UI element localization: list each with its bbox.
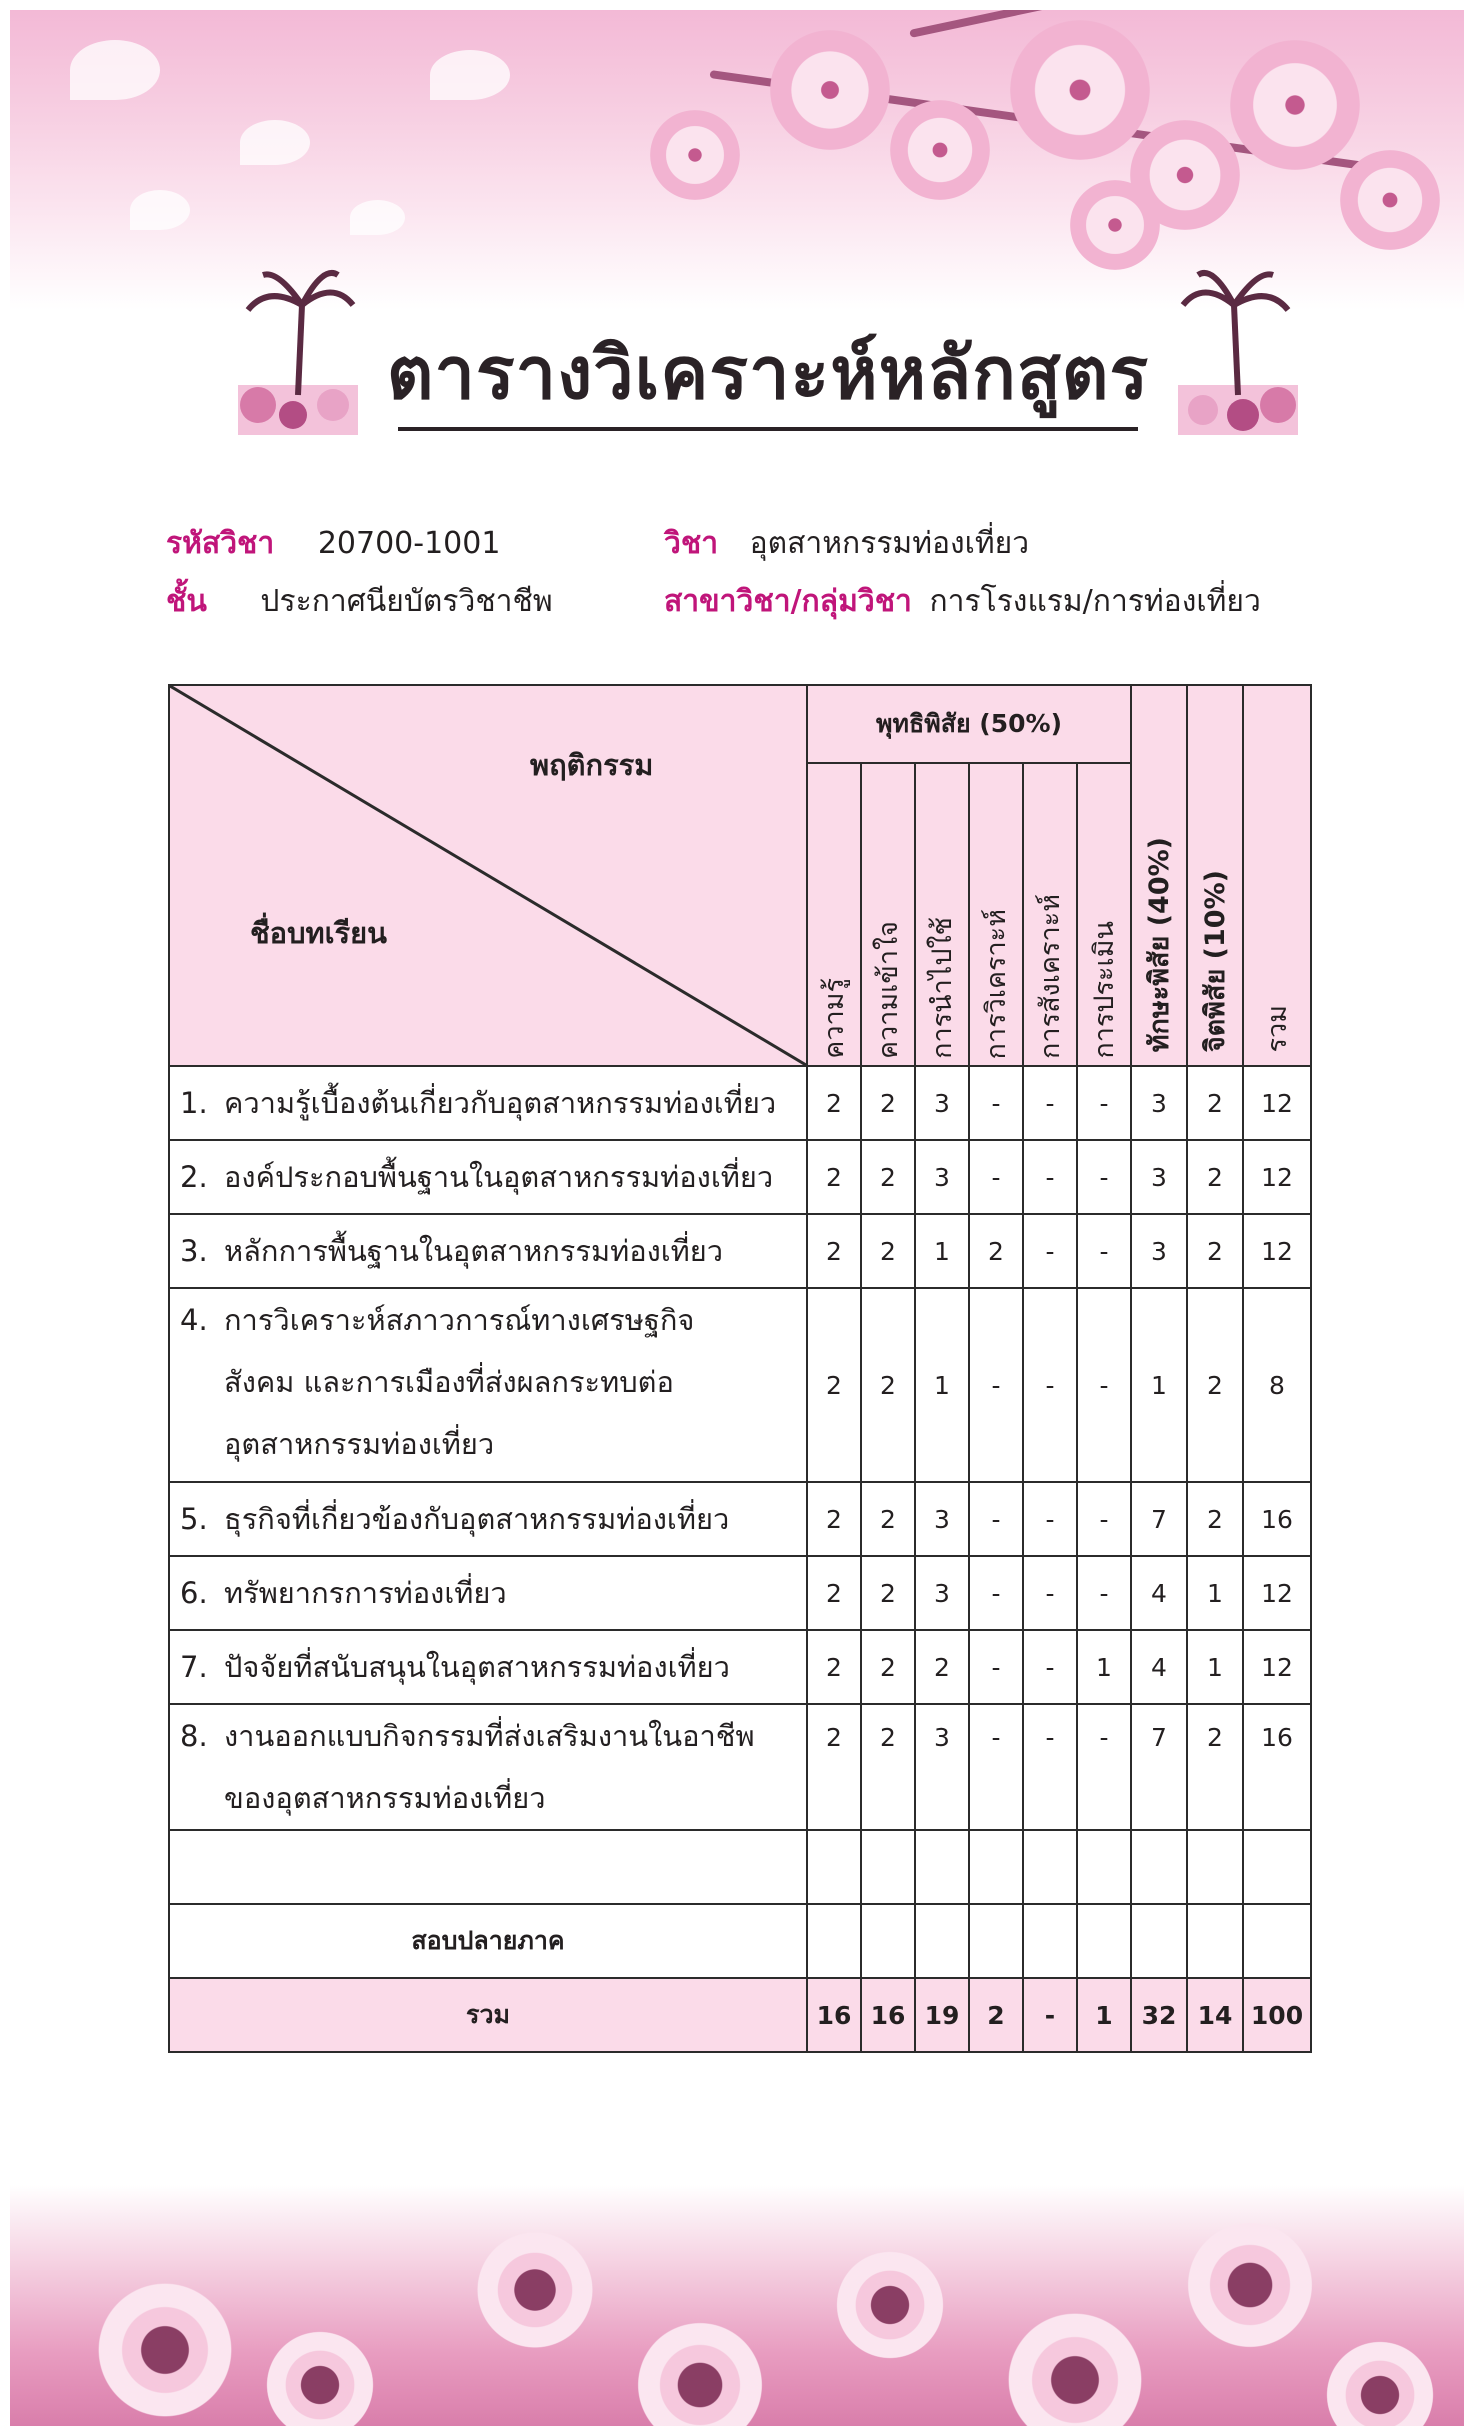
sunflower-icon xyxy=(1000,2305,1150,2426)
total-cell: 16 xyxy=(861,1978,915,2052)
score-cell: 1 xyxy=(1187,1556,1243,1630)
lesson-label: ชื่อบทเรียน xyxy=(250,916,387,950)
score-cell: 2 xyxy=(861,1556,915,1630)
score-cell: - xyxy=(1077,1140,1131,1214)
score-cell: 7 xyxy=(1131,1482,1187,1556)
level-label: ชั้น xyxy=(166,584,207,619)
score-cell: - xyxy=(1023,1288,1077,1482)
score-cell: 2 xyxy=(969,1214,1023,1288)
blossom-icon xyxy=(1010,20,1150,160)
score-cell: 3 xyxy=(915,1066,969,1140)
lesson-number: 3. xyxy=(180,1234,208,1268)
subject-field xyxy=(664,520,1029,567)
lesson-number: 8. xyxy=(180,1719,208,1753)
score-cell: 2 xyxy=(807,1288,861,1482)
cognitive-column-label: การประเมิน xyxy=(1088,921,1120,1059)
skill-label: ทักษะพิสัย (40%) xyxy=(1143,837,1175,1053)
score-cell: 12 xyxy=(1243,1214,1311,1288)
score-cell: - xyxy=(1023,1556,1077,1630)
empty-row xyxy=(169,1830,1311,1904)
subject-value: อุตสาหกรรมท่องเที่ยว xyxy=(749,526,1030,561)
level-field xyxy=(166,578,553,625)
cognitive-column-header xyxy=(915,763,969,1066)
lesson-text: งานออกแบบกิจกรรมที่ส่งเสริมงานในอาชีพ xyxy=(224,1719,755,1753)
petal-icon xyxy=(240,120,310,165)
lesson-name-cell xyxy=(169,1482,807,1556)
total-cell: - xyxy=(1023,1978,1077,2052)
cognitive-column-header xyxy=(969,763,1023,1066)
score-cell: 2 xyxy=(861,1066,915,1140)
lesson-number: 7. xyxy=(180,1650,208,1684)
course-code-value: 20700-1001 xyxy=(317,526,501,561)
score-cell: 2 xyxy=(807,1630,861,1704)
table-row xyxy=(169,1556,1311,1630)
lesson-name-cell xyxy=(169,1066,807,1140)
score-cell: - xyxy=(1077,1288,1131,1482)
score-cell: 1 xyxy=(915,1288,969,1482)
lesson-name-cell xyxy=(169,1556,807,1630)
score-cell: 12 xyxy=(1243,1630,1311,1704)
level-value: ประกาศนียบัตรวิชาชีพ xyxy=(260,584,553,619)
total-cell: 16 xyxy=(807,1978,861,2052)
sunflower-icon xyxy=(830,2245,950,2365)
lesson-text: ปัจจัยที่สนับสนุนในอุตสาหกรรมท่องเที่ยว xyxy=(224,1650,730,1684)
cognitive-column-header xyxy=(1023,763,1077,1066)
sunflower-icon xyxy=(470,2225,600,2355)
score-cell: 4 xyxy=(1131,1556,1187,1630)
score-cell: 2 xyxy=(807,1140,861,1214)
empty-cell xyxy=(807,1830,861,1904)
score-cell: 2 xyxy=(807,1214,861,1288)
total-cell: 100 xyxy=(1243,1978,1311,2052)
score-cell: 3 xyxy=(1131,1214,1187,1288)
score-cell: 3 xyxy=(915,1140,969,1214)
score-cell: - xyxy=(969,1630,1023,1704)
score-cell: - xyxy=(1023,1214,1077,1288)
course-code-field xyxy=(166,520,500,567)
empty-cell xyxy=(915,1830,969,1904)
score-cell: 7 xyxy=(1131,1704,1187,1830)
cognitive-column-label: การวิเคราะห์ xyxy=(980,908,1012,1059)
behavior-label: พฤติกรรม xyxy=(530,748,654,782)
lesson-name-cell xyxy=(169,1140,807,1214)
lesson-text: อุตสาหกรรมท่องเที่ยว xyxy=(224,1427,495,1461)
empty-cell xyxy=(1243,1830,1311,1904)
score-cell: 3 xyxy=(915,1482,969,1556)
score-cell: 2 xyxy=(861,1482,915,1556)
empty-cell xyxy=(1131,1830,1187,1904)
empty-cell xyxy=(1187,1830,1243,1904)
title-banner xyxy=(238,255,1298,435)
score-cell: - xyxy=(1077,1482,1131,1556)
score-cell: 3 xyxy=(915,1704,969,1830)
blossom-icon xyxy=(1230,40,1360,170)
total-cell: 32 xyxy=(1131,1978,1187,2052)
score-cell: 2 xyxy=(861,1214,915,1288)
score-cell: 2 xyxy=(1187,1140,1243,1214)
sum-header xyxy=(1243,685,1311,1066)
empty-cell xyxy=(1187,1904,1243,1978)
blossom-icon xyxy=(770,30,890,150)
score-cell: - xyxy=(1077,1556,1131,1630)
score-cell: 2 xyxy=(807,1066,861,1140)
empty-cell xyxy=(915,1904,969,1978)
total-cell: 1 xyxy=(1077,1978,1131,2052)
lesson-text: หลักการพื้นฐานในอุตสาหกรรมท่องเที่ยว xyxy=(224,1234,724,1268)
sunflower-icon xyxy=(1180,2215,1320,2355)
branch-decoration xyxy=(909,10,1400,38)
score-cell: 2 xyxy=(861,1140,915,1214)
lesson-name-cell xyxy=(169,1214,807,1288)
lesson-text: ความรู้เบื้องต้นเกี่ยวกับอุตสาหกรรมท่องเที่ยว xyxy=(224,1086,777,1120)
score-cell: 2 xyxy=(915,1630,969,1704)
lesson-number: 1. xyxy=(180,1086,208,1120)
affective-header xyxy=(1187,685,1243,1066)
curriculum-analysis-table xyxy=(168,684,1312,2053)
total-cell: 14 xyxy=(1187,1978,1243,2052)
lesson-name-cell xyxy=(169,1630,807,1704)
cognitive-column-label: ความรู้ xyxy=(818,978,850,1059)
table-row xyxy=(169,1066,1311,1140)
score-cell: 2 xyxy=(861,1288,915,1482)
sum-label: รวม xyxy=(1261,1005,1293,1053)
score-cell: - xyxy=(1023,1630,1077,1704)
empty-cell xyxy=(969,1830,1023,1904)
score-cell: 2 xyxy=(1187,1066,1243,1140)
cognitive-header: พุทธิพิสัย (50%) xyxy=(807,685,1131,763)
petal-icon xyxy=(130,190,190,230)
table-row xyxy=(169,1140,1311,1214)
skill-header xyxy=(1131,685,1187,1066)
cognitive-column-label: การสังเคราะห์ xyxy=(1034,894,1066,1059)
final-exam-label: สอบปลายภาค xyxy=(169,1904,807,1978)
lesson-text: ของอุตสาหกรรมท่องเที่ยว xyxy=(224,1781,546,1815)
score-cell: 2 xyxy=(1187,1704,1243,1830)
empty-cell xyxy=(807,1904,861,1978)
score-cell: - xyxy=(969,1482,1023,1556)
sunflower-icon xyxy=(630,2315,770,2426)
score-cell: - xyxy=(969,1140,1023,1214)
score-cell: 2 xyxy=(861,1704,915,1830)
petal-icon xyxy=(70,40,160,100)
course-code-label: รหัสวิชา xyxy=(166,526,275,561)
score-cell: 3 xyxy=(1131,1140,1187,1214)
score-cell: 1 xyxy=(1131,1288,1187,1482)
total-label: รวม xyxy=(169,1978,807,2052)
score-cell: 12 xyxy=(1243,1556,1311,1630)
score-cell: 2 xyxy=(807,1704,861,1830)
score-cell: 3 xyxy=(915,1556,969,1630)
sunflower-icon xyxy=(1320,2335,1440,2426)
page-title: ตารางวิเคราะห์หลักสูตร xyxy=(386,331,1150,415)
header-diagonal-cell xyxy=(169,685,807,1066)
empty-cell xyxy=(1023,1830,1077,1904)
score-cell: - xyxy=(1077,1066,1131,1140)
score-cell: 2 xyxy=(1187,1482,1243,1556)
diagonal-line-icon xyxy=(170,686,806,1065)
affective-label: จิตพิสัย (10%) xyxy=(1199,870,1231,1053)
score-cell: - xyxy=(969,1066,1023,1140)
empty-cell xyxy=(861,1830,915,1904)
score-cell: 1 xyxy=(1077,1630,1131,1704)
field-label: สาขาวิชา/กลุ่มวิชา xyxy=(664,584,912,619)
score-cell: - xyxy=(1023,1482,1077,1556)
score-cell: 2 xyxy=(861,1630,915,1704)
empty-cell xyxy=(1077,1830,1131,1904)
lesson-text: องค์ประกอบพื้นฐานในอุตสาหกรรมท่องเที่ยว xyxy=(224,1160,774,1194)
bottom-sunflower-banner xyxy=(10,2185,1464,2426)
empty-cell xyxy=(969,1904,1023,1978)
score-cell: 2 xyxy=(1187,1288,1243,1482)
petal-icon xyxy=(430,50,510,100)
score-cell: 16 xyxy=(1243,1482,1311,1556)
title-underline xyxy=(398,427,1138,431)
field-value: การโรงแรม/การท่องเที่ยว xyxy=(929,584,1261,619)
score-cell: 3 xyxy=(1131,1066,1187,1140)
empty-cell xyxy=(1243,1904,1311,1978)
score-cell: 2 xyxy=(807,1556,861,1630)
lesson-text: สังคม และการเมืองที่ส่งผลกระทบต่อ xyxy=(224,1365,674,1399)
total-row xyxy=(169,1978,1311,2052)
score-cell: 1 xyxy=(915,1214,969,1288)
score-cell: - xyxy=(1077,1704,1131,1830)
sunflower-icon xyxy=(90,2275,240,2425)
cognitive-column-label: การนำไปใช้ xyxy=(926,917,958,1059)
total-cell: 19 xyxy=(915,1978,969,2052)
lesson-number: 6. xyxy=(180,1576,208,1610)
score-cell: - xyxy=(1023,1704,1077,1830)
final-exam-row xyxy=(169,1904,1311,1978)
table-row xyxy=(169,1482,1311,1556)
lesson-name-cell xyxy=(169,1288,807,1482)
score-cell: 8 xyxy=(1243,1288,1311,1482)
blossom-icon xyxy=(890,100,990,200)
score-cell: - xyxy=(1023,1140,1077,1214)
score-cell: 16 xyxy=(1243,1704,1311,1830)
lesson-number: 4. xyxy=(180,1303,208,1337)
empty-cell xyxy=(1077,1904,1131,1978)
petal-icon xyxy=(350,200,405,235)
blossom-icon xyxy=(650,110,740,200)
empty-cell xyxy=(1131,1904,1187,1978)
score-cell: 2 xyxy=(1187,1214,1243,1288)
cognitive-column-header xyxy=(861,763,915,1066)
total-cell: 2 xyxy=(969,1978,1023,2052)
lesson-number: 5. xyxy=(180,1502,208,1536)
subject-label: วิชา xyxy=(664,526,719,561)
cognitive-column-header xyxy=(1077,763,1131,1066)
empty-cell xyxy=(169,1830,807,1904)
lesson-name-cell xyxy=(169,1704,807,1830)
table-row xyxy=(169,1214,1311,1288)
sunflower-icon xyxy=(260,2325,380,2426)
table-row xyxy=(169,1288,1311,1482)
score-cell: 12 xyxy=(1243,1066,1311,1140)
score-cell: - xyxy=(969,1288,1023,1482)
score-cell: - xyxy=(1077,1214,1131,1288)
score-cell: 2 xyxy=(807,1482,861,1556)
score-cell: 1 xyxy=(1187,1630,1243,1704)
cognitive-column-header xyxy=(807,763,861,1066)
empty-cell xyxy=(1023,1904,1077,1978)
field-field xyxy=(664,578,1261,625)
table-row xyxy=(169,1704,1311,1830)
score-cell: - xyxy=(1023,1066,1077,1140)
blossom-icon xyxy=(1340,150,1440,250)
score-cell: 4 xyxy=(1131,1630,1187,1704)
cognitive-column-label: ความเข้าใจ xyxy=(872,920,904,1059)
empty-cell xyxy=(861,1904,915,1978)
lesson-number: 2. xyxy=(180,1160,208,1194)
lesson-text: การวิเคราะห์สภาวการณ์ทางเศรษฐกิจ xyxy=(224,1303,695,1337)
lesson-text: ทรัพยากรการท่องเที่ยว xyxy=(224,1576,507,1610)
table-row xyxy=(169,1630,1311,1704)
score-cell: 12 xyxy=(1243,1140,1311,1214)
score-cell: - xyxy=(969,1704,1023,1830)
lesson-text: ธุรกิจที่เกี่ยวข้องกับอุตสาหกรรมท่องเที่ยว xyxy=(224,1502,730,1536)
score-cell: - xyxy=(969,1556,1023,1630)
